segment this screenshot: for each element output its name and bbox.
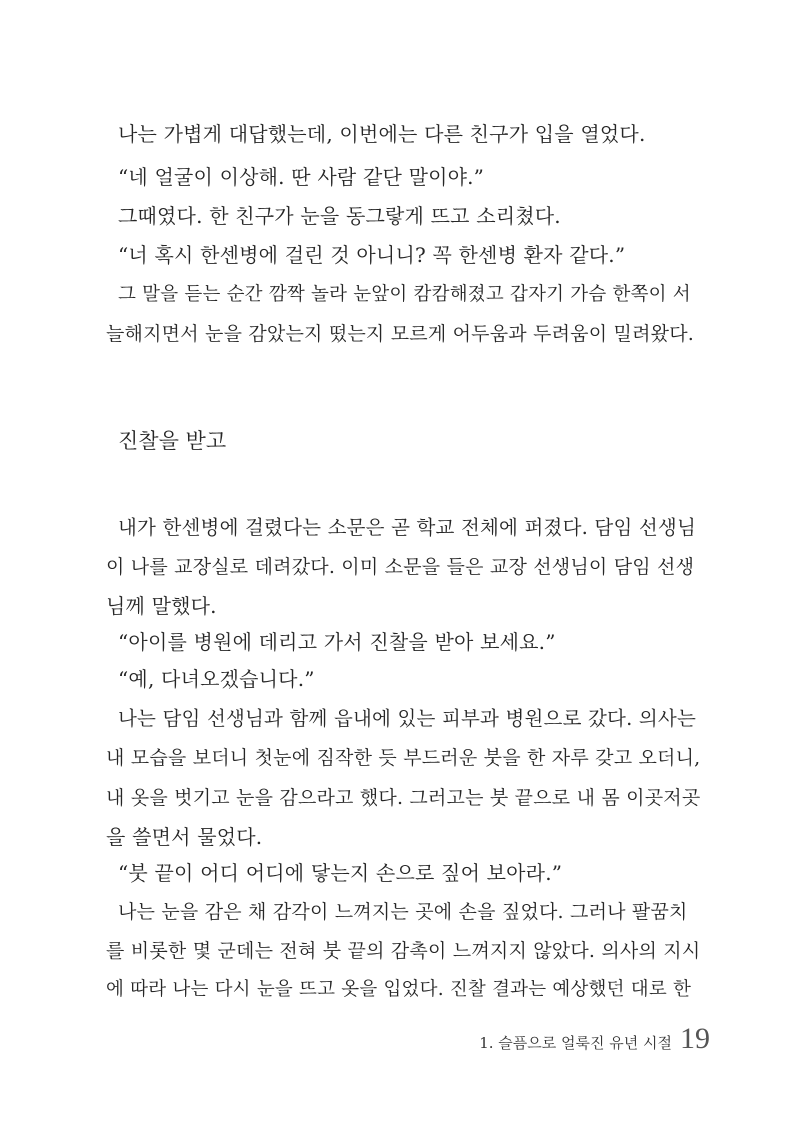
body-line: “붓 끝이 어디 어디에 닿는지 손으로 짚어 보아라.” [118,861,563,885]
page-number: 19 [680,1022,710,1055]
body-line: 를 비롯한 몇 군데는 전혀 붓 끝의 감촉이 느껴지지 않았다. 의사의 지시 [106,940,701,962]
body-line: 늘해지면서 눈을 감았는지 떴는지 모르게 어두움과 두려움이 밀려왔다. [106,323,694,345]
body-line: 나는 가볍게 대답했는데, 이번에는 다른 친구가 입을 열었다. [118,122,646,146]
body-line: 그 말을 듣는 순간 깜짝 놀라 눈앞이 캄캄해졌고 갑자기 가슴 한쪽이 서 [118,284,691,305]
body-line: “예, 다녀오겠습니다.” [118,667,315,691]
body-line: 나는 담임 선생님과 함께 읍내에 있는 피부과 병원으로 갔다. 의사는 [118,707,696,730]
body-line: 내가 한센병에 걸렸다는 소문은 곧 학교 전체에 퍼졌다. 담임 선생님 [118,516,696,539]
chapter-title: 1. 슬픔으로 얼룩진 유년 시절 [479,1034,672,1052]
body-line: 나는 눈을 감은 채 감각이 느껴지는 곳에 손을 짚었다. 그러나 팔꿈치 [118,901,688,923]
body-line: 내 옷을 벗기고 눈을 감으라고 했다. 그러고는 붓 끝으로 내 몸 이곳저곳 [106,787,701,809]
body-line: “아이를 병원에 데리고 가서 진찰을 받아 보세요.” [118,630,556,654]
body-line: 님께 말했다. [106,594,217,618]
page-footer [479,1023,710,1055]
body-line: 에 따라 나는 다시 눈을 뜨고 옷을 입었다. 진찰 결과는 예상했던 대로 한 [106,979,692,1000]
body-line: 을 쓸면서 물었다. [106,825,263,849]
body-line: 내 모습을 보더니 첫눈에 짐작한 듯 부드러운 붓을 한 자루 갖고 오더니, [106,747,701,769]
body-line: “네 얼굴이 이상해. 딴 사람 같단 말이야.” [118,165,485,189]
section-heading: 진찰을 받고 [118,429,227,453]
body-line: “너 혹시 한센병에 걸린 것 아니니? 꼭 한센병 환자 같다.” [118,243,626,267]
body-line: 이 나를 교장실로 데려갔다. 이미 소문을 들은 교장 선생님이 담임 선생 [106,556,695,578]
body-line: 그때였다. 한 친구가 눈을 동그랗게 뜨고 소리쳤다. [118,204,561,228]
